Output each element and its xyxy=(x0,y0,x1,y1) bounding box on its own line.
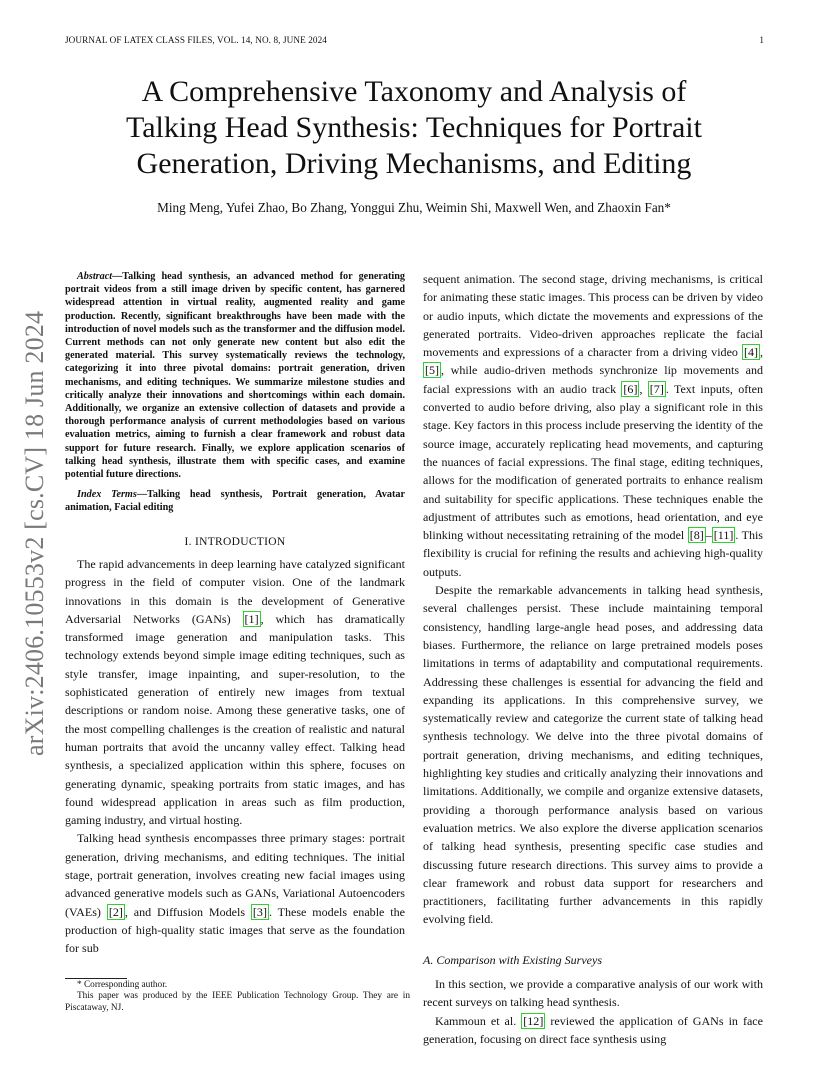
footnote-corresponding: * Corresponding author. xyxy=(77,980,168,990)
arxiv-stamp: arXiv:2406.10553v2 [cs.CV] 18 Jun 2024 xyxy=(20,310,49,756)
index-terms xyxy=(65,488,405,514)
text-run: , while audio-driven methods synchronize lip movements and facial expressions with an audio track xyxy=(423,363,763,396)
intro-paragraph-3: Despite the remarkable advancements in talking head synthesis, several challenges persist. These include maintaining temporal consistency, handling large-angle head poses, and addressing data biases. Furthermore, the reliance on large pretrained models poses limitations in terms of adaptability and computational requirements. Addressing these challenges is essential for advancing the field and expanding its applications. In this comprehensive survey, we systematically review and categorize the current state of talking head synthesis technology. We delve into the three pivotal domains of portrait generation, driving mechanisms, and editing techniques, highlighting key studies and critically analyzing their innovations and limitations. Additionally, we compile and organize extensive datasets, providing a thorough performance analysis based on various evaluation metrics. We also explore the diverse application scenarios of talking head synthesis, presenting specific case studies and discussing future research directions. This survey aims to provide a clear framework and robust data support for researchers and practitioners, facilitating further advancements in this rapidly evolving field. xyxy=(423,583,763,927)
citation-link[interactable]: [2] xyxy=(108,904,123,919)
footnote xyxy=(65,980,410,1014)
abstract-label: Abstract xyxy=(77,271,113,282)
index-terms-label: Index Terms xyxy=(77,489,137,501)
text-run: , and Diffusion Models xyxy=(124,904,251,919)
citation-link[interactable]: [1] xyxy=(244,611,259,626)
title-line-2: Talking Head Synthesis: Techniques for Portrait xyxy=(126,111,702,144)
text-run: . Text inputs, often converted to audio before driving, also play a significant role in this stage. Key factors in this process include preserving the identity of the source image, accurately replicating head movements, and capturing the nuances of facial expressions. The final stage, editing techniques, allows for the modification of generated portraits to enhance realism and suitability for specific applications. These techniques enable the adjustment of attributes such as emotions, head orientation, and eye blinking without necessitating retraining of the model xyxy=(423,381,764,543)
subsection-heading-comparison: A. Comparison with Existing Surveys xyxy=(423,952,602,967)
footnote-publication: This paper was produced by the IEEE Publication Technology Group. They are in Piscataway, NJ. xyxy=(65,991,410,1013)
citation-link[interactable]: [12] xyxy=(523,1013,544,1028)
index-terms-text: —Talking head synthesis, Portrait generation, Avatar animation, Facial editing xyxy=(65,489,405,514)
title-line-3: Generation, Driving Mechanisms, and Editing xyxy=(136,147,692,180)
text-run: . These models enable the production of high-quality static images that serve as the foundation for sub xyxy=(65,904,405,956)
paper-title xyxy=(60,74,768,182)
citation-link[interactable]: [6] xyxy=(623,381,638,396)
citation-link[interactable]: [4] xyxy=(743,345,758,360)
text-run: reviewed the application of GANs in face generation, focusing on direct face synthesis using xyxy=(423,1013,763,1046)
citation-link[interactable]: [11] xyxy=(713,528,734,543)
left-column xyxy=(65,270,405,957)
text-run: , which has dramatically transformed image generation and manipulation tasks. This technology extends beyond simple image editing techniques, such as style transfer, image inpainting, and super-resolution, to the sophisticated generation of entirely new images from textual descriptions or random noise. Among these generative tasks, one of the most compelling challenges is the creation of realistic and natural human portraits that avoid the uncanny valley effect. Talking head synthesis, a specialized application within this sphere, focuses on generating dynamic, speaking portraits from static images, and has found widespread application in areas such as film production, gaming industry, and virtual hosting. xyxy=(65,611,405,828)
citation-link[interactable]: [8] xyxy=(689,528,704,543)
abstract-text: —Talking head synthesis, an advanced method for generating portrait videos from a still image driven by specific content, has garnered widespread attention in virtual reality, augmented reality and game production. Recently, significant breakthroughs have been made with the introduction of novel models such as the transformer and the diffusion model. Current methods can not only generate new content but also edit the generated material. This survey systematically reviews the technology, categorizing it into three pivotal domains: portrait generation, driven mechanisms, and editing techniques. We summarize milestone studies and critically analyze their innovations and shortcomings within each domain. Additionally, we organize an extensive collection of datasets and provide a thorough performance analysis of current methodologies based on various evaluation metrics, aiming to furnish a clear framework and robust data support for future research. Finally, we explore application scenarios of talking head synthesis, illustrate them with specific cases, and examine potential future directions. xyxy=(65,271,405,481)
text-run: , xyxy=(639,381,648,396)
comparison-paragraph-2 xyxy=(423,1012,763,1049)
text-run: Talking head synthesis encompasses three primary stages: portrait generation, driving mechanisms, and editing techniques. The initial stage, portrait generation, involves creating new facial images using advanced generative models such as GANs, Variational Autoencoders (VAEs) xyxy=(65,831,405,919)
text-run: The rapid advancements in deep learning have catalyzed significant progress in the field of computer vision. One of the landmark innovations in this domain is the development of Generative Adversarial Networks (GANs) xyxy=(65,556,405,626)
page-number: 1 xyxy=(759,35,764,45)
abstract xyxy=(65,270,405,481)
intro-paragraph-2 xyxy=(65,829,405,957)
comparison-paragraph-1: In this section, we provide a comparative analysis of our work with recent surveys on talking head synthesis. xyxy=(423,976,763,1010)
title-line-1: A Comprehensive Taxonomy and Analysis of xyxy=(141,75,687,108)
text-run: – xyxy=(705,528,712,543)
footnote-rule xyxy=(65,978,127,979)
text-run: Kammoun et al. xyxy=(435,1013,522,1028)
intro-paragraph-1 xyxy=(65,555,405,829)
citation-link[interactable]: [5] xyxy=(425,363,440,378)
intro-paragraph-2-continued xyxy=(423,270,763,581)
text-run: sequent animation. The second stage, driving mechanisms, is critical for animating these static images. This process can be driven by video or audio inputs, which dictate the movements and expressions of the generated portraits. Video-driven approaches replicate the facial movements and expressions of a character from a driving video xyxy=(423,272,763,360)
citation-link[interactable]: [3] xyxy=(252,904,267,919)
section-heading-introduction: I. INTRODUCTION xyxy=(184,535,286,548)
text-run: , xyxy=(759,345,763,360)
text-run: . This flexibility is crucial for refining the results and achieving high-quality outputs. xyxy=(423,528,764,579)
author-list: Ming Meng, Yufei Zhao, Bo Zhang, Yonggui Zhu, Weimin Shi, Maxwell Wen, and Zhaoxin Fan* xyxy=(157,200,671,215)
citation-link[interactable]: [7] xyxy=(649,381,664,396)
running-head: JOURNAL OF LATEX CLASS FILES, VOL. 14, NO. 8, JUNE 2024 xyxy=(65,35,327,45)
right-column xyxy=(423,270,763,1048)
